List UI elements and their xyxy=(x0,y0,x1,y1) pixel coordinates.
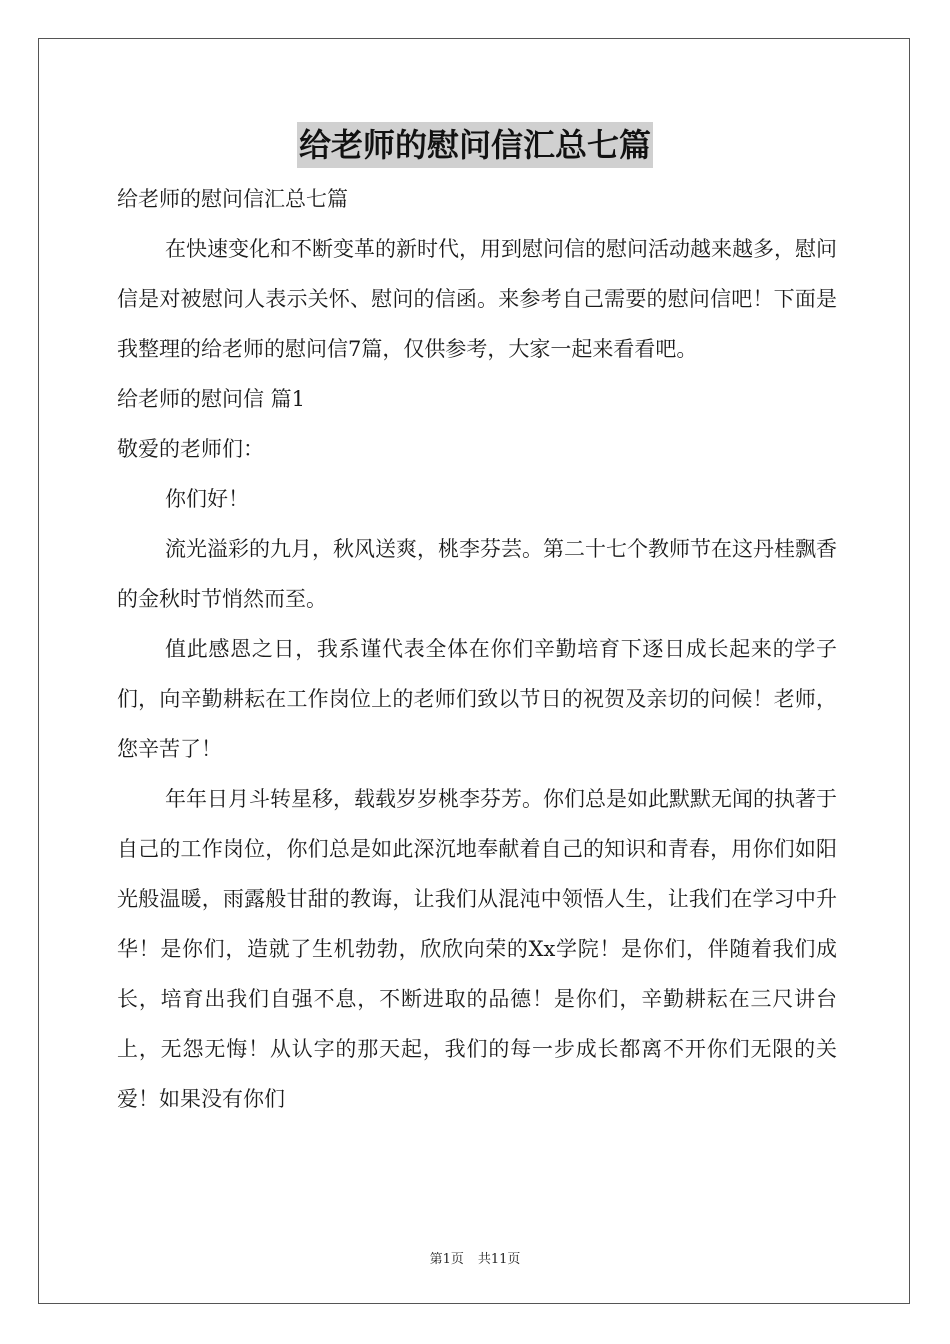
document-title: 给老师的慰问信汇总七篇 xyxy=(297,122,653,168)
paragraph: 年年日月斗转星移，载载岁岁桃李芬芳。你们总是如此默默无闻的执著于自己的工作岗位，你们总是如此深沉地奉献着自己的知识和青春，用你们如阳光般温暖，雨露般甘甜的教诲，让我们从混沌中领悟人生，让我们在学习中升华！是你们，造就了生机勃勃，欣欣向荣的Xx学院！是你们，伴随着我们成长，培育出我们自强不息，不断进取的品德！是你们，辛勤耕耘在三尺讲台上，无怨无悔！从认字的那天起，我们的每一步成长都离不开你们无限的关爱！如果没有你们 xyxy=(117,787,837,1111)
letter-salutation: 敬爱的老师们： xyxy=(117,437,264,461)
page-total: 共11页 xyxy=(477,1252,521,1267)
document-body xyxy=(117,174,837,1124)
title-wrap xyxy=(0,122,950,168)
paragraph-subtitle: 给老师的慰问信汇总七篇 xyxy=(117,187,348,211)
letter-greeting: 你们好！ xyxy=(165,487,249,511)
page-number: 第1页 xyxy=(429,1252,464,1267)
page-footer xyxy=(0,1248,950,1267)
paragraph-intro: 在快速变化和不断变革的新时代，用到慰问信的慰问活动越来越多，慰问信是对被慰问人表示关怀、慰问的信函。来参考自己需要的慰问信吧！下面是我整理的给老师的慰问信7篇，仅供参考，大家一起来看看吧。 xyxy=(117,237,837,361)
paragraph: 值此感恩之日，我系谨代表全体在你们辛勤培育下逐日成长起来的学子们，向辛勤耕耘在工作岗位上的老师们致以节日的祝贺及亲切的问候！老师，您辛苦了！ xyxy=(117,637,837,761)
section-heading: 给老师的慰问信 篇1 xyxy=(117,387,306,411)
paragraph: 流光溢彩的九月，秋风送爽，桃李芬芸。第二十七个教师节在这丹桂飘香的金秋时节悄然而至。 xyxy=(117,537,837,611)
